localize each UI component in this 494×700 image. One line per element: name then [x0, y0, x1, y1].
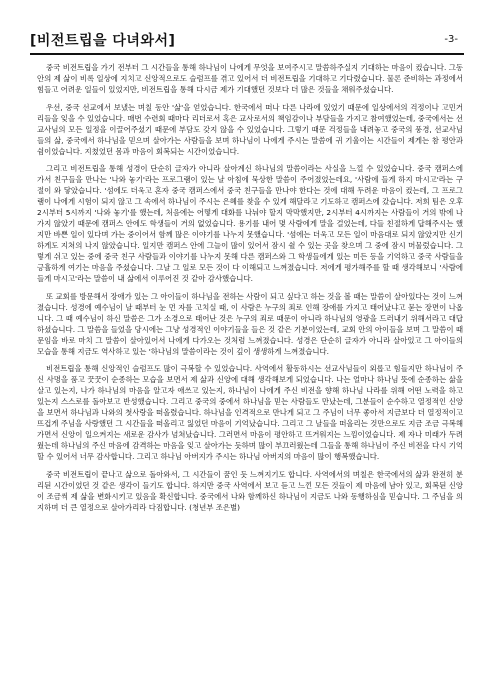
paragraph: 우선, 중국 선교에서 보냈는 며칠 동안 '삶'을 얻었습니다. 한국에서 떠나 다른 나라에 있었기 때문에 일상에서의 걱정이나 고민거리들을 잊을 수 있었습니다. 매번 수련회 때마다 리더로서 혹은 교사로서의 책임감이나 부담들을 가지고 참여했었는데, 중국에서는 선교사님의 모든 일정을 이끌어주셨기 때문에 부담도 갖지 않을 수 있었습니다. 그렇기 때문 걱정들을 내려놓고 중국의 풍경, 선교사님들의 삶, 중국에서 하나님을 믿으며 살아가는 사람들을 보며 하나님이 나에게 주시는 말씀에 귀 기울이는 시간들이 제게는 참 평안과 쉼이었습니다. 지쳤었던 몸과 마음이 회복되는 시간이었습니다. [37, 102, 463, 156]
header-divider [30, 53, 464, 55]
paragraph-text: 중국 비전트립이 끝나고 삶으로 돌아와서, 그 시간들이 꿈인 듯 느껴지기도 합니다. 사역에서의 며칠은 한국에서의 삶과 완전히 분리된 시간이었던 것 같은 생각이 들기도 합니다. 하지만 중국 사역에서 보고 듣고 느낀 모든 것들이 제 마음에 남아 있고, 회복된 신앙이 조금씩 제 삶을 변화시키고 있음을 확신합니다. 중국에서 나와 함께하신 하나님이 지금도 나와 동행하심을 믿습니다. 그 주님을 의지하며 더 큰 열정으로 살아가리라 다짐합니다. [37, 469, 463, 512]
paragraph: 또 교회를 방문해서 장애가 있는 그 아이들이 하나님을 전하는 사람이 되고 싶다고 하는 것을 볼 때는 말씀이 살아있다는 것이 느껴졌습니다. 성경에 예수님이 날 때부터 눈 먼 자를 고치실 때, 이 사람은 누구의 죄로 인해 장애를 가지고 태어났냐고 묻는 장면이 나옵니다. 그 때 예수님이 하신 말씀은 그가 소경으로 태어난 것은 누구의 죄로 때문이 아니라 하나님의 영광을 드러내기 위해서라고 대답하셨습니다. 그 말씀을 들었을 당시에는 그냥 성경적인 이야기들을 들은 것 같은 기분이었는데, 교회 안의 아이들을 보며 그 말씀이 때문임을 바로 마치 그 말씀이 살아있어서 나에게 다가오는 것처럼 느껴졌습니다. 성경은 단순히 글자가 아니라 살아있고 그 아이들의 모습을 통해 지금도 역사하고 있는 '하나님의 말씀이라는 것이 깊이 생생하게 느껴졌습니다. [37, 291, 463, 356]
paragraph: 비전트립을 통해 신앙적인 슬럼프도 많이 극복할 수 있었습니다. 사역에서 활동하시는 선교사님들이 외롭고 힘들지만 하나님이 주신 사명을 품고 꿋꿋이 순종하는 모습을 보면서 제 삶과 신앙에 대해 생각해보게 되었습니다. 나는 얼마나 하나님 뜻에 순종하는 삶을 살고 있는지, 나가 하나님의 마음을 알고자 애쓰고 있는지, 하나님이 나에게 주신 비전을 향해 하나님 나라를 위해 어떤 노력을 하고 있는지 스스로를 돌아보고 반성했습니다. 그리고 중국의 중에서 하나님을 믿는 사람들도 만났는데, 그분들이 순수하고 열정적인 신앙을 보면서 하나님과 나와의 첫사랑을 떠올렸습니다. 하나님을 인격적으로 만나게 되고 그 주님이 너무 좋아서 지금보다 더 열정적이고 뜨겁게 주님을 사랑했던 그 시간들을 떠올리고 잃었던 마음이 기억났습니다. 그리고 그 날들을 떠올리는 것만으로도 지금 조금 극복해 가면서 신앙이 일으켜지는 새로운 감사가 넘쳐났습니다. 그러면서 마음이 평안하고 뜨거워지는 느낌이었습니다. 제 자나 미래가 두려웠는데 하나님의 주신 마음에 감격하는 마음을 잊고 살아가는 듯하며 많이 부끄러웠는데 그들을 통해 하나님이 주신 비전을 다시 기억할 수 있어서 너무 감사합니다. 그리고 하나님 아버지가 주시는 하나님 아버지의 마음이 많이 행복했습니다. [37, 364, 463, 461]
paragraph: 중국 비전트립을 가기 전부터 그 시간들을 통해 하나님이 나에게 무엇을 보여주시고 말씀하주실지 기대하는 마음이 컸습니다. 그동안의 제 삶이 비록 일상에 지치고 신앙적으로도 슬럼프를 겪고 있어서 더 비전트립을 기대하고 기다렸습니다. 물론 준비하는 과정에서 힘들고 어려운 일들이 있었지만, 비전트립을 통해 다시금 제가 기대했던 것보다 더 많은 것들을 채워주셨습니다. [37, 63, 463, 94]
paragraph: 그리고 비전트립을 통해 성경이 단순히 글자가 아니라 살아계신 하나님의 말씀이라는 사실을 느낄 수 있었습니다. 중국 캠퍼스에 가서 친구들을 만나는 '나와 놓기'라는 프로그램이 있는 날 아침에 묵상한 말씀이 주어졌었는데요, '사람에 들게 하지 마시고'라는 구절이 와 닿았습니다. '섬에도 더욱고 혼자 중국 캠퍼스에서 중국 친구들을 만나야 한다는 것에 대해 두려운 마음이 컸는데, 그 프로그램이 나에게 시험이 되지 않고 그 속에서 하나님이 주시는 은혜를 찾을 수 있게 해달라고 기도하고 캠퍼스에 갔습니다. 저희 팀은 오후 2시부터 5시까지 '나와 놓기'를 했는데, 처음에는 어떻게 대화를 나눠야 할지 막막했지만, 2시부터 4시까지는 사람들이 거의 밖에 나가지 않았기 때문에 캠퍼스 안에도 학생들이 거의 없었습니다. 용기를 내어 몇 사람에게 말을 걸었는데, 다들 친절하게 답해주시는 했지만 바쁜 일이 있다며 가는 중이어서 함께 많은 이야기를 나누지 못했습니다. '섬에는 더욱고 모든 일이 마음대로 되지 않았지만 신기하게도 지쳐의 나지 않았습니다. 일지만 캠퍼스 안에 그늘이 많이 있어서 잠시 쉴 수 있는 곳을 찾으며 그 중에 잠시 머물렀습니다. 그렇게 쉬고 있는 중에 중국 친구 사람들과 이야기를 나누지 못해 다른 캠퍼스와 그 학생들에게 있는 미든 등을 기억하고 중국 사람들을 긍휼하게 여기는 마음을 주셨습니다. 그날 그 일로 모든 것이 다 이해되고 느껴졌습니다. 저에게 평가해주를 할 때 생각해보니 '사람에 들게 마시고'라는 말씀이 내 삶에서 이루어진 것 같아 감사했습니다. [37, 164, 463, 283]
paragraph-with-signature [37, 469, 463, 513]
page-header [30, 30, 464, 52]
article-body [37, 62, 463, 513]
page-number: -3- [444, 34, 458, 45]
author-signature: (청년부 조은별) [189, 502, 241, 512]
page-title: [비전트립을 다녀와서] [30, 33, 176, 49]
